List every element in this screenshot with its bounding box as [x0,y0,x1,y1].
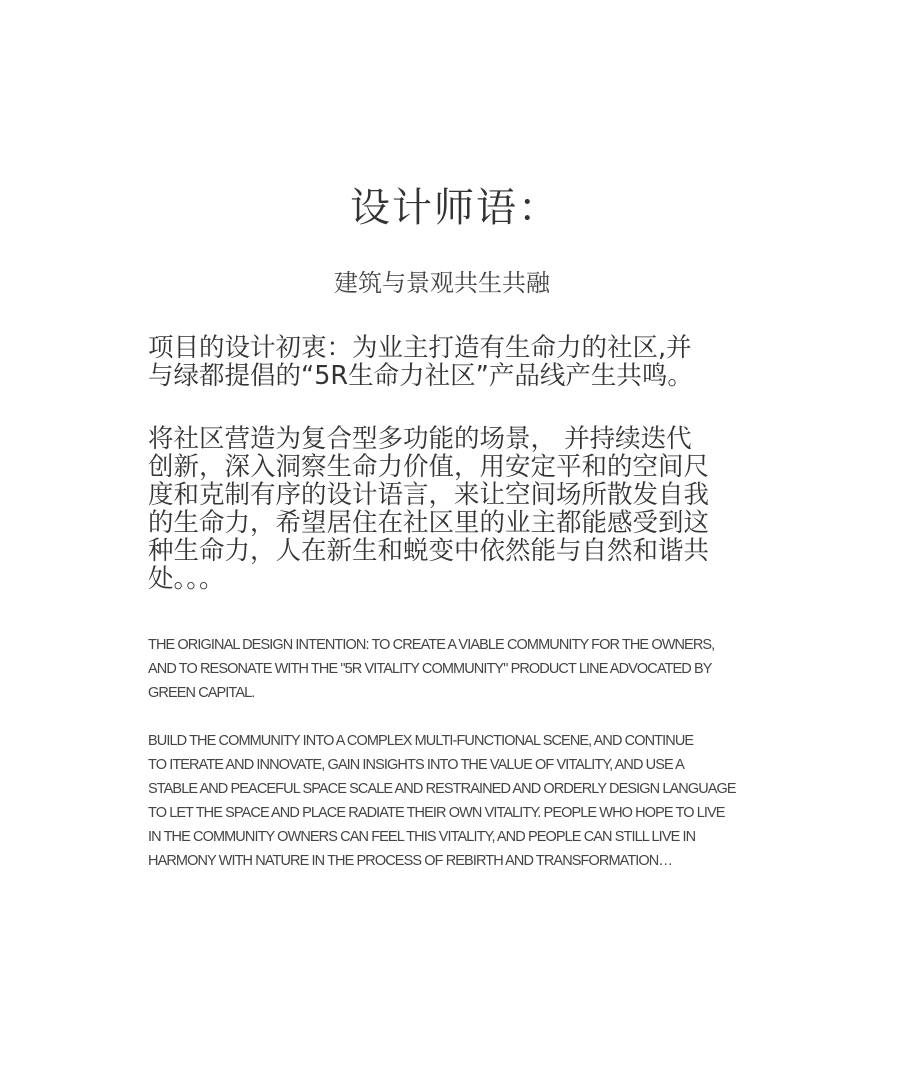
english-paragraph-vision [148,729,748,873]
text-line: 项目的设计初衷：为业主打造有生命力的社区,并 [148,333,692,363]
text-line: THE ORIGINAL DESIGN INTENTION: TO CREATE A VIABLE COMMUNITY FOR THE OWNERS, [148,637,715,653]
text-line: 将社区营造为复合型多功能的场景， 并持续迭代 [148,424,692,454]
text-line: STABLE AND PEACEFUL SPACE SCALE AND RESTRAINED AND ORDERLY DESIGN LANGUAGE [148,781,736,797]
text-line: IN THE COMMUNITY OWNERS CAN FEEL THIS VITALITY, AND PEOPLE CAN STILL LIVE IN [148,829,696,845]
text-line: HARMONY WITH NATURE IN THE PROCESS OF REBIRTH AND TRANSFORMATION… [148,853,672,869]
text-line: TO LET THE SPACE AND PLACE RADIATE THEIR OWN VITALITY. PEOPLE WHO HOPE TO LIVE [148,805,725,821]
chinese-paragraph-intention [148,334,748,390]
text-line: BUILD THE COMMUNITY INTO A COMPLEX MULTI-FUNCTIONAL SCENE, AND CONTINUE [148,733,694,749]
text-line: 与绿都提倡的“5R生命力社区”产品线产生共鸣。 [148,361,693,391]
text-line: 处。。。 [148,564,225,594]
text-line: TO ITERATE AND INNOVATE, GAIN INSIGHTS INTO THE VALUE OF VITALITY, AND USE A [148,757,684,773]
chinese-paragraph-vision [148,425,748,593]
text-line: 种生命力，人在新生和蜕变中依然能与自然和谐共 [148,536,710,566]
english-paragraph-intention [148,633,748,705]
page-subtitle: 建筑与景观共生共融 [334,269,550,297]
text-line: 创新，深入洞察生命力价值，用安定平和的空间尺 [148,452,710,482]
text-line: 的生命力，希望居住在社区里的业主都能感受到这 [148,508,710,538]
text-line: GREEN CAPITAL. [148,685,255,701]
text-line: 度和克制有序的设计语言，来让空间场所散发自我 [148,480,710,510]
text-line: AND TO RESONATE WITH THE "5R VITALITY COMMUNITY" PRODUCT LINE ADVOCATED BY [148,661,712,677]
page-title: 设计师语： [350,185,560,231]
